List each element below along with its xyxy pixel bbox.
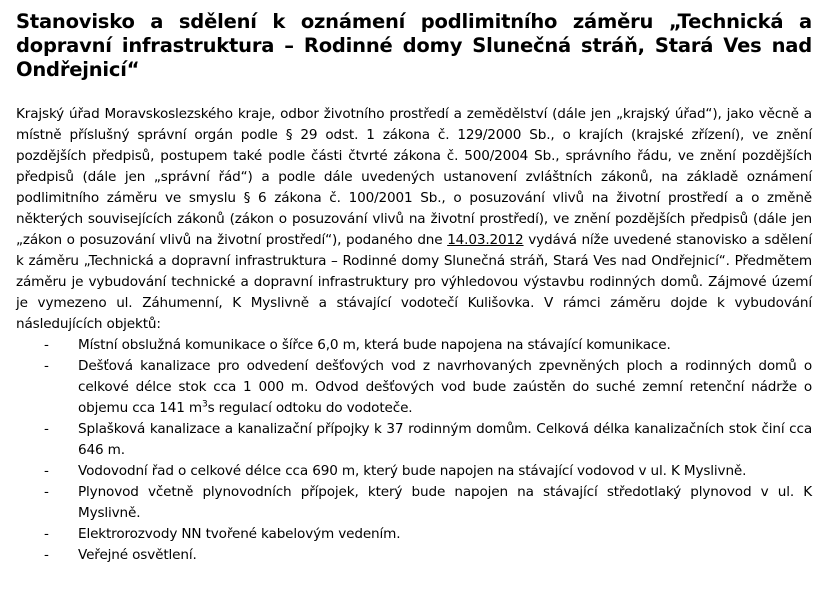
list-item-text: Místní obslužná komunikace o šířce 6,0 m, která bude napojena na stávající komunikace. <box>78 337 671 353</box>
list-item <box>16 482 812 524</box>
bullet-dash: - <box>44 484 49 500</box>
cubic-superscript: 3 <box>201 399 208 410</box>
list-item <box>16 461 812 482</box>
intro-paragraph <box>16 104 812 335</box>
list-item <box>16 545 812 566</box>
list-item-text: Splašková kanalizace a kanalizační přípojky k 37 rodinným domům. Celková délka kanalizačních stok činí cca 646 m. <box>78 421 812 458</box>
list-item-text: Vodovodní řad o celkové délce cca 690 m, který bude napojen na stávající vodovod v ul. K Myslivně. <box>78 463 747 479</box>
list-item <box>16 419 812 461</box>
bullet-dash: - <box>44 358 49 374</box>
list-item-text: Elektrorozvody NN tvořené kabelovým vedením. <box>78 526 401 542</box>
bullet-dash: - <box>44 421 49 437</box>
intro-text-after-date: vydává níže uvedené stanovisko a sdělení k záměru „Technická a dopravní infrastruktura – Rodinné domy Slunečná stráň, Stará Ves nad Ondřejnicí“. Předmětem záměru je vybudování technické a dopravní infrastruktury pro výhledovou výstavbu rodinných domů. Zájmové území je vymezeno ul. Záhumenní, K Myslivně a stávající vodotečí Kulišovka. V rámci záměru dojde k vybudování následujících objektů: <box>16 232 812 332</box>
bullet-dash: - <box>44 547 49 563</box>
list-item-text: Veřejné osvětlení. <box>78 547 197 563</box>
list-item-text: Dešťová kanalizace pro odvedení dešťových vod z navrhovaných zpevněných ploch a rodinných domů o celkové délce stok cca 1 000 m. Odvod dešťových vod bude zaústěn do suché zemní retenční nádrže o objemu cca 141 m <box>78 358 812 416</box>
intro-text-before-date: Krajský úřad Moravskoslezského kraje, odbor životního prostředí a zemědělství (dále jen „krajský úřad“), jako věcně a místně příslušný správní orgán podle § 29 odst. 1 zákona č. 129/2000 Sb., o krajích (krajské zřízení), ve znění pozdějších předpisů, postupem také podle části čtvrté zákona č. 500/2004 Sb., správního řádu, ve znění pozdějších předpisů (dále jen „správní řád“) a podle dále uvedených ustanovení zvláštních zákonů, na základě oznámení podlimitního záměru ve smyslu § 6 zákona č. 100/2001 Sb., o posuzování vlivů na životní prostředí a o změně některých souvisejících zákonů (zákon o posuzování vlivů na životní prostředí), ve znění pozdějších předpisů (dále jen „zákon o posuzování vlivů na životní prostředí“), podaného dne <box>16 106 812 248</box>
document-title: Stanovisko a sdělení k oznámení podlimitního záměru „Technická a dopravní infrastruktura – Rodinné domy Slunečná stráň, Stará Ves nad Ondřejnicí“ <box>16 10 812 81</box>
bullet-dash: - <box>44 463 49 479</box>
list-item <box>16 356 812 419</box>
list-item-text: Plynovod včetně plynovodních přípojek, který bude napojen na stávající středotlaký plynovod v ul. K Myslivně. <box>78 484 812 521</box>
list-item-text-tail: s regulací odtoku do vodoteče. <box>207 400 413 416</box>
list-item <box>16 524 812 545</box>
list-item <box>16 335 812 356</box>
bullet-dash: - <box>44 337 49 353</box>
bullet-dash: - <box>44 526 49 542</box>
objects-list <box>16 335 812 566</box>
submission-date: 14.03.2012 <box>447 232 524 248</box>
